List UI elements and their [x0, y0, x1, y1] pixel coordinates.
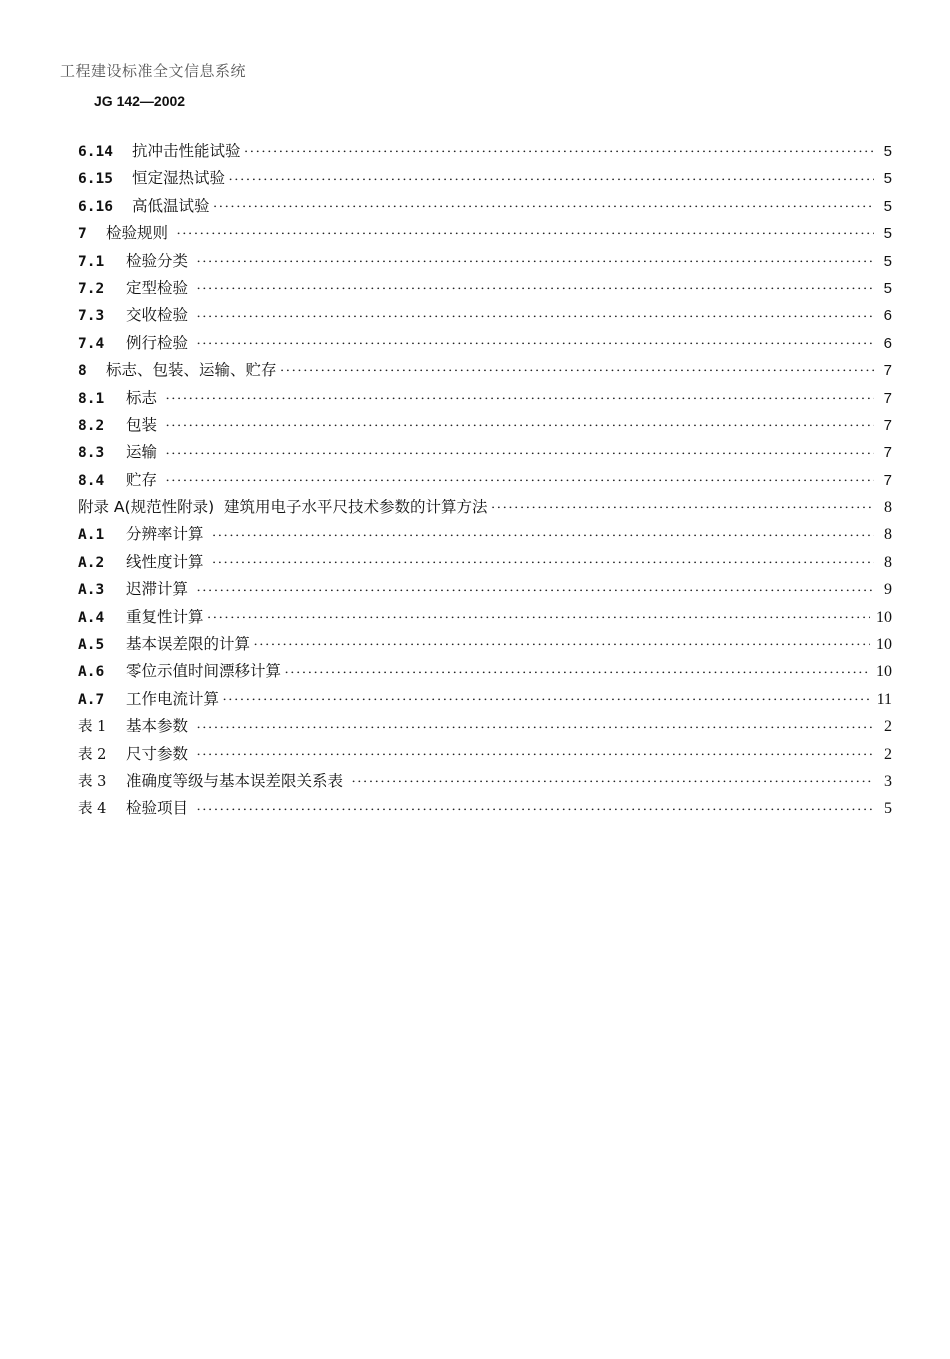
dot-leader: [166, 413, 874, 441]
toc-entry[interactable]: [78, 220, 892, 247]
toc-entry[interactable]: [78, 604, 892, 631]
toc-title: 工作电流计算: [126, 689, 220, 708]
dot-leader: [166, 440, 874, 468]
toc-number: A.3: [78, 582, 105, 599]
dot-leader: [166, 386, 874, 414]
toc-page-number: 2: [884, 745, 892, 763]
toc-entry-table[interactable]: [78, 795, 892, 822]
toc-title: 高低温试验: [132, 196, 210, 215]
dot-leader: [208, 605, 870, 633]
toc-number: A.2: [78, 554, 105, 571]
toc-page-number: 9: [884, 581, 892, 599]
toc-page-number: 8: [884, 499, 892, 517]
toc-entry[interactable]: [78, 248, 892, 275]
toc-number: A.7: [78, 691, 105, 708]
toc-title: 标志: [126, 388, 162, 407]
toc-page-number: 5: [883, 279, 892, 297]
dot-leader: [197, 742, 874, 770]
dot-leader: [285, 659, 870, 687]
toc-title: 重复性计算: [126, 607, 204, 626]
dot-leader: [197, 249, 874, 277]
toc-title: 检验规则: [106, 224, 173, 243]
toc-page-number: 5: [883, 197, 892, 215]
toc-title: 基本误差限的计算: [126, 635, 251, 654]
toc-page-number: 7: [883, 444, 892, 462]
toc-number: 6.14: [78, 144, 113, 160]
toc-number: 表 1: [78, 719, 107, 736]
toc-title: 迟滞计算: [126, 580, 193, 599]
toc-page-number: 6: [883, 334, 892, 352]
toc-page-number: 5: [883, 225, 892, 243]
toc-entry-table[interactable]: [78, 741, 892, 768]
toc-number: 表 2: [78, 746, 107, 763]
toc-page-number: 5: [884, 800, 892, 818]
dot-leader: [197, 714, 874, 742]
toc-number: 7.3: [78, 308, 105, 325]
toc-title: 包装: [126, 415, 162, 434]
toc-title: 尺寸参数: [126, 744, 193, 763]
toc-number: 8.4: [78, 472, 105, 489]
toc-number: A.6: [78, 664, 105, 681]
dot-leader: [212, 550, 874, 578]
toc-entry[interactable]: [78, 467, 892, 494]
toc-title: 基本参数: [126, 717, 193, 736]
toc-entry[interactable]: [78, 576, 892, 603]
toc-title: 运输: [126, 443, 162, 462]
toc-page-number: 7: [883, 389, 892, 407]
toc-number: 表 4: [78, 801, 107, 818]
toc-page-number: 5: [883, 252, 892, 270]
toc-page-number: 7: [883, 362, 892, 380]
dot-leader: [197, 577, 874, 605]
toc-page-number: 2: [884, 718, 892, 736]
dot-leader: [352, 769, 874, 797]
toc-title: 贮存: [126, 470, 162, 489]
dot-leader: [177, 221, 874, 249]
toc-number: 8: [78, 363, 87, 380]
toc-title: 例行检验: [126, 333, 193, 352]
dot-leader: [197, 331, 874, 359]
toc-title: 抗冲击性能试验: [132, 142, 241, 160]
toc-entry[interactable]: [78, 193, 892, 220]
toc-entry[interactable]: [78, 412, 892, 439]
toc-number: 7.2: [78, 280, 105, 297]
toc-page-number: 5: [883, 170, 892, 188]
dot-leader: [223, 687, 871, 715]
toc-page-number: 3: [884, 772, 892, 790]
toc-entry-appendix[interactable]: [78, 494, 892, 521]
toc-entry[interactable]: [78, 165, 892, 192]
toc-entry[interactable]: [78, 439, 892, 466]
dot-leader: [166, 468, 874, 496]
toc-title: 附录 A(规范性附录) 建筑用电子水平尺技术参数的计算方法: [78, 498, 488, 517]
toc-entry[interactable]: [78, 686, 892, 713]
toc-number: 7: [78, 226, 87, 243]
toc-entry[interactable]: [78, 549, 892, 576]
toc-number: 8.1: [78, 390, 105, 407]
toc-entry[interactable]: [78, 385, 892, 412]
toc-number: 6.16: [78, 198, 113, 215]
watermark-text: 工程建设标准全文信息系统: [60, 62, 247, 80]
dot-leader: [281, 358, 874, 386]
standard-code: JG 142—2002: [94, 93, 186, 109]
dot-leader: [214, 194, 874, 222]
toc-entry[interactable]: [78, 275, 892, 302]
toc-number: 表 3: [78, 773, 107, 790]
toc-number: 8.2: [78, 417, 105, 434]
dot-leader: [229, 166, 874, 194]
toc-page-number: 5: [883, 143, 892, 160]
dot-leader: [197, 303, 874, 331]
toc-page-number: 7: [883, 471, 892, 489]
toc-page-number: 11: [876, 690, 892, 708]
toc-title: 线性度计算: [126, 552, 209, 571]
toc-title: 恒定湿热试验: [132, 169, 226, 188]
toc-page-number: 10: [876, 636, 892, 654]
toc-title: 检验项目: [126, 799, 193, 818]
dot-leader: [491, 495, 874, 523]
toc-title: 定型检验: [126, 278, 193, 297]
toc-entry[interactable]: [78, 658, 892, 685]
toc-number: A.4: [78, 609, 105, 626]
toc-title: 交收检验: [126, 306, 193, 325]
dot-leader: [197, 796, 874, 824]
toc-number: 7.1: [78, 253, 105, 270]
toc-title: 检验分类: [126, 251, 193, 270]
toc-page-number: 10: [876, 608, 892, 626]
toc-title: 准确度等级与基本误差限关系表: [126, 771, 348, 790]
toc-entry-table[interactable]: [78, 713, 892, 740]
table-of-contents: [78, 138, 892, 823]
toc-entry[interactable]: [78, 330, 892, 357]
toc-page-number: 10: [876, 663, 892, 681]
toc-page-number: 8: [884, 526, 892, 544]
toc-entry[interactable]: [78, 357, 892, 384]
dot-leader: [245, 139, 874, 167]
toc-entry[interactable]: [78, 631, 892, 658]
toc-entry[interactable]: [78, 138, 892, 165]
toc-number: 7.4: [78, 335, 105, 352]
dot-leader: [254, 632, 870, 660]
toc-page-number: 8: [884, 553, 892, 571]
dot-leader: [197, 276, 874, 304]
dot-leader: [212, 522, 874, 550]
toc-title: 零位示值时间漂移计算: [126, 662, 282, 681]
toc-number: A.5: [78, 637, 105, 654]
toc-page-number: 7: [883, 416, 892, 434]
toc-entry-table[interactable]: [78, 768, 892, 795]
toc-number: 6.15: [78, 171, 113, 188]
toc-entry[interactable]: [78, 521, 892, 548]
toc-entry[interactable]: [78, 302, 892, 329]
toc-title: 标志、包装、运输、贮存: [106, 361, 277, 380]
toc-number: A.1: [78, 527, 105, 544]
toc-title: 分辨率计算: [126, 525, 209, 544]
toc-page-number: 6: [883, 307, 892, 325]
toc-number: 8.3: [78, 445, 105, 462]
